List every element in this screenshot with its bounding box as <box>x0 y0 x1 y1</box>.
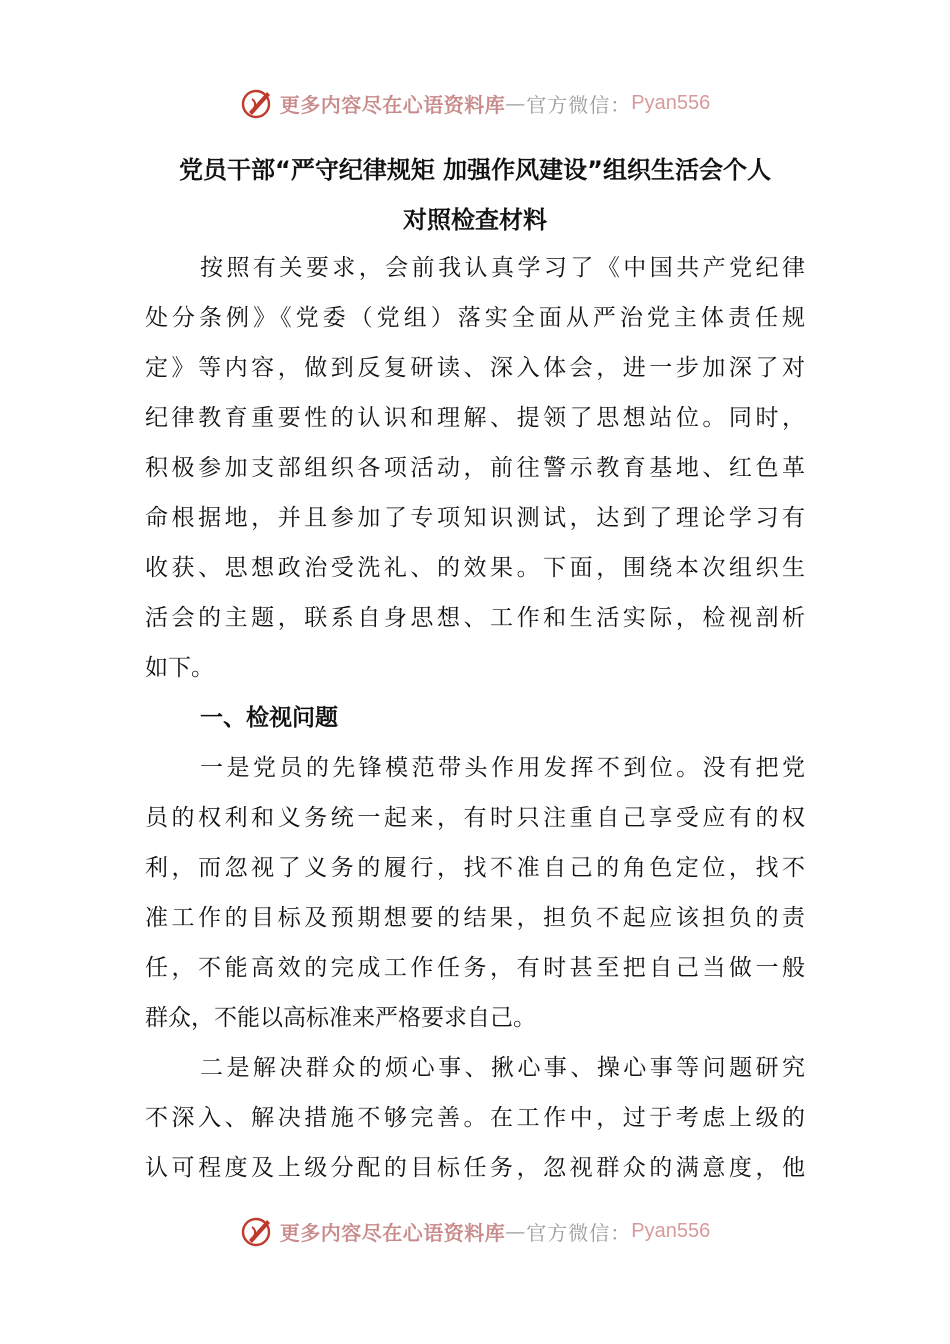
paragraph-line: 任，不能高效的完成工作任务，有时甚至把自己当做一般 <box>145 955 805 981</box>
paragraph-line: 二是解决群众的烦心事、揪心事、操心事等问题研究 <box>200 1055 805 1081</box>
paragraph-line: 不深入、解决措施不够完善。在工作中，过于考虑上级的 <box>145 1105 805 1131</box>
banner-main-text: 更多内容尽在心语资料库 <box>279 1220 506 1245</box>
paragraph-line: 一是党员的先锋模范带头作用发挥不到位。没有把党 <box>200 755 805 781</box>
paragraph-line: 命根据地，并且参加了专项知识测试，达到了理论学习有 <box>145 505 805 531</box>
header-watermark-banner <box>0 78 950 128</box>
banner-wechat-id: Pyan556 <box>631 91 711 114</box>
banner-sub-text: 官方微信： <box>526 1220 632 1245</box>
banner-main-text: 更多内容尽在心语资料库 <box>279 92 506 117</box>
banner-sub-text: 官方微信： <box>526 92 632 117</box>
paragraph-line: 利，而忽视了义务的履行，找不准自己的角色定位，找不 <box>145 855 805 881</box>
paragraph-line: 准工作的目标及预期想要的结果，担负不起应该担负的责 <box>145 905 805 931</box>
paragraph-line: 定》等内容，做到反复研读、深入体会，进一步加深了对 <box>145 355 805 381</box>
paragraph-line: 按照有关要求，会前我认真学习了《中国共产党纪律 <box>200 255 805 281</box>
paragraph-line: 积极参加支部组织各项活动，前往警示教育基地、红色革 <box>145 455 805 481</box>
banner-dash: — <box>505 91 527 115</box>
footer-watermark-banner <box>0 1206 950 1256</box>
paragraph-line: 如下。 <box>145 655 214 681</box>
paragraph-line: 活会的主题，联系自身思想、工作和生活实际，检视剖析 <box>145 605 805 631</box>
document-title-line-2: 对照检查材料 <box>403 206 547 234</box>
paragraph-line: 收获、思想政治受洗礼、的效果。下面，围绕本次组织生 <box>145 555 805 581</box>
quill-logo-icon <box>240 86 274 120</box>
paragraph-line: 认可程度及上级分配的目标任务，忽视群众的满意度，他 <box>145 1155 805 1181</box>
banner-wechat-id: Pyan556 <box>631 1219 711 1242</box>
paragraph-line: 纪律教育重要性的认识和理解、提领了思想站位。同时， <box>145 405 805 431</box>
paragraph-line: 员的权利和义务统一起来，有时只注重自己享受应有的权 <box>145 805 805 831</box>
quill-logo-icon <box>240 1214 274 1248</box>
section-heading: 一、检视问题 <box>200 705 338 731</box>
banner-dash: — <box>505 1219 527 1243</box>
paragraph-line: 处分条例》《党委（党组）落实全面从严治党主体责任规 <box>145 305 805 331</box>
paragraph-line: 群众，不能以高标准来严格要求自己。 <box>145 1005 536 1031</box>
document-title-line-1: 党员干部“严守纪律规矩 加强作风建设”组织生活会个人 <box>179 156 771 184</box>
